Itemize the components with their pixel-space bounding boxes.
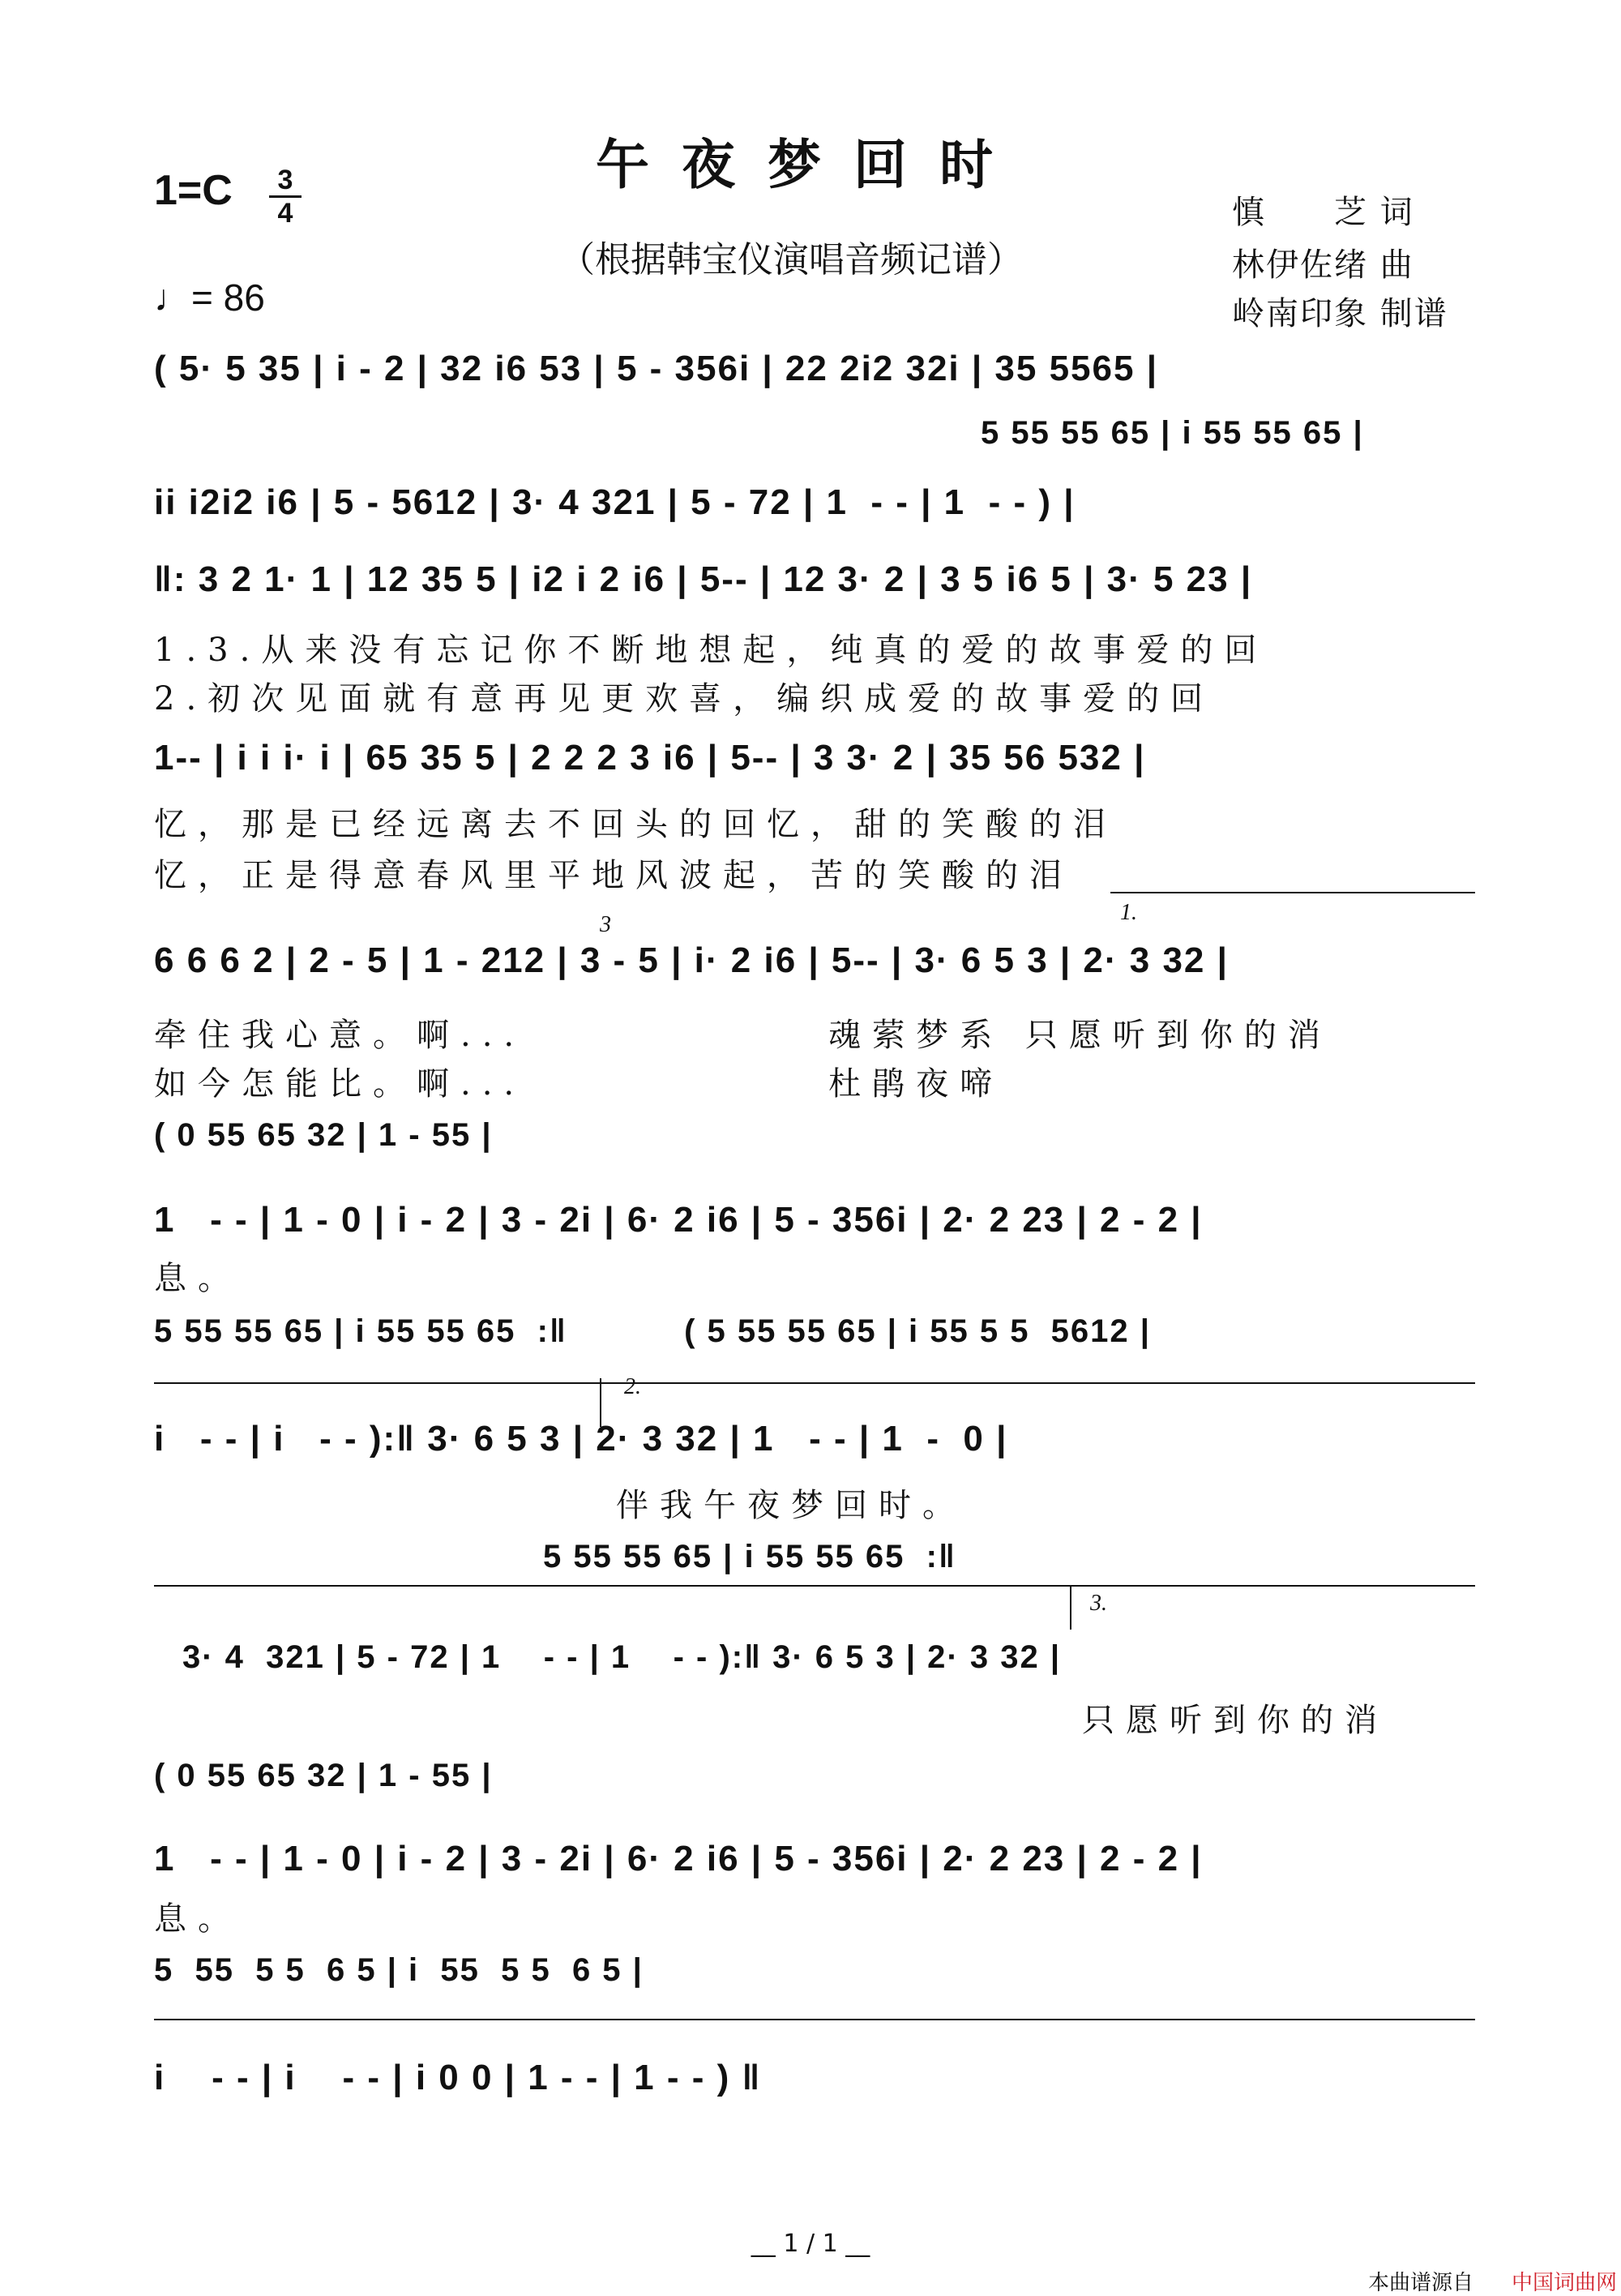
score-line-8: 1 - - | 1 - 0 | i - 2 | 3 - 2i | 6· 2 i6 | 5 - 356i | 2· 2 23 | 2 - 2 |	[154, 1200, 1203, 1240]
lyric-ending-3: 只愿听到你的消	[1082, 1702, 1388, 1739]
key-signature: 1=C	[154, 167, 233, 214]
volta-3-bracket	[1070, 1585, 1071, 1630]
source-site-link[interactable]: 中国词曲网	[1512, 2271, 1618, 2295]
system-separator-1	[154, 1382, 1475, 1384]
lyric-verse-2-b: 忆，正是得意春风里平地风波起，苦的笑酸的泪	[154, 857, 1073, 894]
score-line-16: i - - | i - - | i 0 0 | 1 - - | 1 - - ) ‖	[154, 2058, 762, 2097]
credit-lyricist: 慎 芝 词	[1232, 194, 1414, 231]
song-subtitle: （根据韩宝仪演唱音频记谱）	[559, 239, 1023, 281]
score-line-6: 6 6 6 2 | 2 - 5 | 1 - 212 | 3 - 5 | i· 2 i6 | 5-- | 3· 6 5 3 | 2· 3 32 |	[154, 940, 1229, 980]
time-signature-top: 3	[277, 165, 293, 195]
page-number: __ 1 / 1 __	[751, 2230, 870, 2258]
score-line-9: 5 55 55 65 | i 55 55 65 :‖ ( 5 55 55 65 | i 55 5 5 5612 |	[154, 1313, 1151, 1349]
score-line-14: 1 - - | 1 - 0 | i - 2 | 3 - 2i | 6· 2 i6 | 5 - 356i | 2· 2 23 | 2 - 2 |	[154, 1839, 1203, 1878]
score-line-1: ( 5· 5 35 | i - 2 | 32 i6 53 | 5 - 356i | 22 2i2 32i | 35 5565 |	[154, 349, 1158, 388]
system-separator-2	[154, 1585, 1475, 1587]
lyric-verse-1-a: 1.3.从来没有忘记你不断地想起，纯真的爱的故事爱的回	[154, 632, 1268, 669]
lyric-verse-2-c: 如今怎能比。啊... 杜鹃夜啼	[154, 1065, 1004, 1103]
song-title: 午夜梦回时	[596, 133, 1025, 196]
score-line-11: 5 55 55 65 | i 55 55 65 :‖	[543, 1539, 956, 1574]
source-label: 本曲谱源自	[1368, 2271, 1474, 2295]
volta-1-label: 1.	[1120, 900, 1137, 925]
volta-1-bracket	[1110, 892, 1475, 893]
volta-2-label: 2.	[624, 1374, 641, 1399]
score-line-4: ‖: 3 2 1· 1 | 12 35 5 | i2 i 2 i6 | 5-- | 12 3· 2 | 3 5 i6 5 | 3· 5 23 |	[154, 559, 1253, 599]
time-signature-bottom: 4	[277, 198, 293, 229]
score-line-15: 5 55 5 5 6 5 | i 55 5 5 6 5 |	[154, 1952, 644, 1988]
lyric-verse-2-a: 2.初次见面就有意再见更欢喜，编织成爱的故事爱的回	[154, 680, 1215, 718]
time-signature	[269, 166, 302, 227]
lyric-ending-2: 伴我午夜梦回时。	[616, 1487, 966, 1524]
credit-composer: 林伊佐绪 曲	[1232, 246, 1414, 284]
lyric-line-xi-2: 息。	[154, 1900, 242, 1938]
lyric-verse-1-c: 牵住我心意。啊... 魂萦梦系 只愿听到你的消	[154, 1017, 1332, 1054]
score-line-7: ( 0 55 65 32 | 1 - 55 |	[154, 1117, 493, 1153]
score-line-13: ( 0 55 65 32 | 1 - 55 |	[154, 1758, 493, 1793]
credit-arranger: 岭南印象 制谱	[1232, 295, 1448, 332]
lyric-line-xi-1: 息。	[154, 1260, 242, 1297]
volta-2-bracket	[600, 1378, 601, 1427]
score-line-12: 3· 4 321 | 5 - 72 | 1 - - | 1 - - ):‖ 3· 6 5 3 | 2· 3 32 |	[182, 1639, 1062, 1675]
tempo-marking: ♩= 86	[154, 276, 265, 319]
score-line-5: 1-- | i i i· i | 65 35 5 | 2 2 2 3 i6 | 5-- | 3 3· 2 | 35 56 532 |	[154, 738, 1146, 777]
lyric-verse-1-b: 忆，那是已经远离去不回头的回忆，甜的笑酸的泪	[154, 806, 1117, 843]
triplet-mark: 3	[600, 912, 611, 937]
volta-3-label: 3.	[1090, 1591, 1107, 1616]
score-line-3: ii i2i2 i6 | 5 - 5612 | 3· 4 321 | 5 - 72 | 1 - - | 1 - - ) |	[154, 482, 1076, 522]
score-line-10: i - - | i - - ):‖ 3· 6 5 3 | 2· 3 32 | 1 - - | 1 - 0 |	[154, 1419, 1008, 1459]
score-line-2: 5 55 55 65 | i 55 55 65 |	[981, 415, 1364, 451]
system-separator-3	[154, 2019, 1475, 2020]
